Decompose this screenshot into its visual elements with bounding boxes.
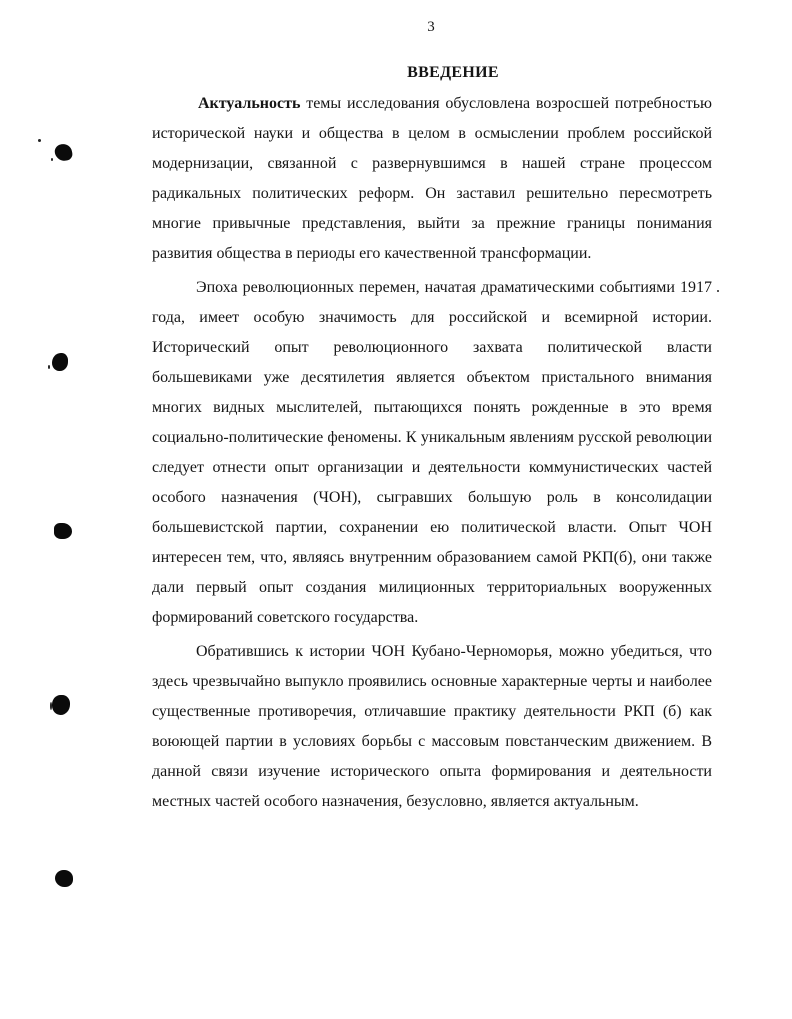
page-number: 3 xyxy=(427,19,435,35)
binding-hole-mark xyxy=(54,523,72,539)
relevance-term: Актуальность xyxy=(198,95,301,112)
binding-hole-mark xyxy=(55,870,73,887)
scan-speck xyxy=(51,158,53,161)
paragraph-text: темы исследования обусловлена возросшей потребностью исторической науки и общества в целом в осмыслении проблем российской модернизации, связанной с развернувшимся в нашей стране процессом радикальных политических реформ. Он заставил решительно пересмотреть многие привычные представления, выйти за прежние границы понимания развития общества в периоды его качественной трансформации. xyxy=(152,95,712,262)
paragraph-kuban xyxy=(152,637,712,817)
binding-hole-mark xyxy=(52,353,68,371)
scan-speck xyxy=(50,702,52,710)
scan-speck xyxy=(48,365,50,369)
scan-speck xyxy=(38,139,41,142)
paragraph-text: Обратившись к истории ЧОН Кубано-Черноморья, можно убедиться, что здесь чрезвычайно выпукло проявились основные характерные черты и наиболее существенные противоречия, отличавшие практику деятельности РКП (б) как воюющей партии в условиях борьбы с массовым повстанческим движением. В данной связи изучение исторического опыта формирования и деятельности местных частей особого назначения, безусловно, является актуальным. xyxy=(152,643,712,810)
document-body xyxy=(152,89,712,821)
page-title: ВВЕДЕНИЕ xyxy=(407,64,499,81)
binding-hole-mark xyxy=(53,142,73,162)
paragraph-revolution xyxy=(152,273,712,633)
paragraph-text: Эпоха революционных перемен, начатая драматическими событиями 1917 года, имеет особую значимость для российской и всемирной истории. Исторический опыт революционного захвата политической власти большевиками уже десятилетия является объектом пристального внимания многих видных мыслителей, пытающихся понять рожденные в это время социально-политические феномены. К уникальным явлениям русской революции следует отнести опыт организации и деятельности коммунистических частей особого назначения (ЧОН), сыгравших большую роль в консолидации большевистской партии, сохранении ею политической власти. Опыт ЧОН интересен тем, что, являясь внутренним образованием самой РКП(б), они также дали первый опыт создания милиционных территориальных вооруженных формирований советского государства. xyxy=(152,279,712,626)
scan-speck xyxy=(717,290,719,292)
paragraph-relevance xyxy=(152,89,712,269)
binding-hole-mark xyxy=(52,695,70,715)
